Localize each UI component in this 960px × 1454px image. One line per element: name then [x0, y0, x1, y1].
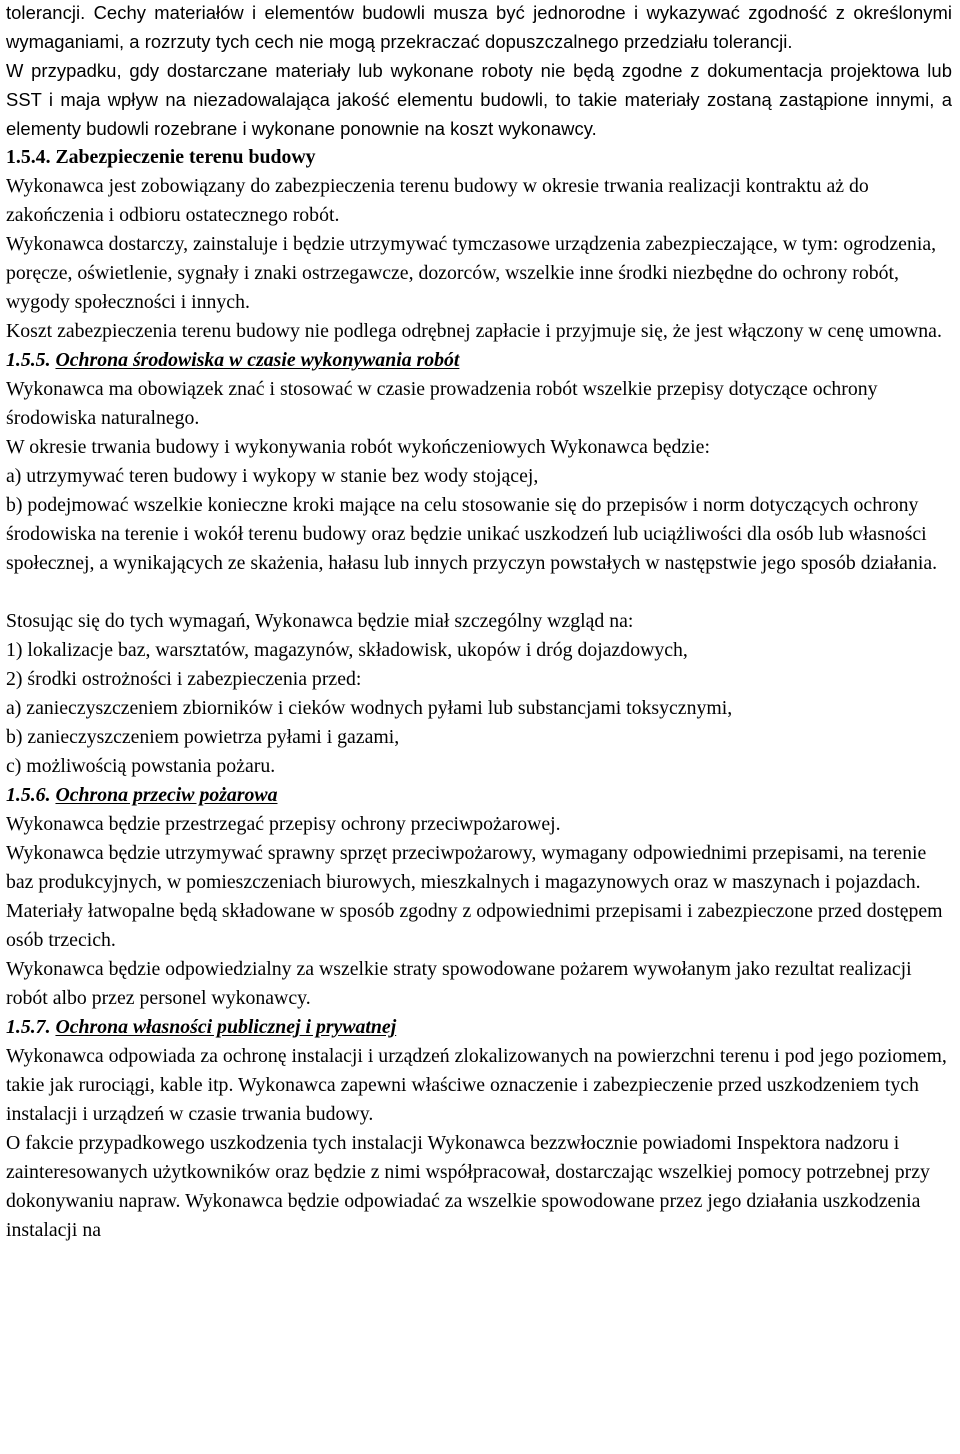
paragraph-fire-regulations: Wykonawca będzie przestrzegać przepisy ochrony przeciwpożarowej. [6, 813, 561, 835]
paragraph-works-period-intro: W okresie trwania budowy i wykonywania robót wykończeniowych Wykonawca będzie: [6, 436, 710, 458]
list-item-b-environment-steps: b) podejmować wszelkie konieczne kroki mające na celu stosowanie się do przepisów i norm dotyczących ochrony środowiska na terenie i wokół terenu budowy oraz będzie unikać uszkodzeń lub uciążliwości dla osób lub własności społecznej, a wynikających ze skażenia, hałasu lub innych przyczyn powstałych w następstwie jego sposób działania. [6, 494, 938, 574]
section-title: Ochrona środowiska w czasie wykonywania robót [55, 349, 460, 371]
paragraph-fire-liability: Wykonawca będzie odpowiedzialny za wszelkie straty spowodowane pożarem wywołanym jako rezultat realizacji robót albo przez personel wykonawcy. [6, 958, 912, 1009]
section-number: 1.5.6. [6, 784, 51, 806]
paragraph-environment-duty: Wykonawca ma obowiązek znać i stosować w czasie prowadzenia robót wszelkie przepisy dotyczące ochrony środowiska naturalnego. [6, 378, 878, 429]
paragraph-fire-equipment: Wykonawca będzie utrzymywać sprawny sprzęt przeciwpożarowy, wymagany odpowiednimi przepisami, na terenie baz produkcyjnych, w pomieszczeniach biurowych, mieszkalnych i magazynowych oraz w maszynach i pojazdach. [6, 842, 927, 893]
paragraph-special-regard-intro: Stosując się do tych wymagań, Wykonawca będzie miał szczególny wzgląd na: [6, 610, 634, 632]
section-heading-1-5-7 [6, 1013, 952, 1042]
paragraph-security-cost: Koszt zabezpieczenia terenu budowy nie podlega odrębnej zapłacie i przyjmuje się, że jest włączony w cenę umowna. [6, 320, 942, 342]
paragraph-tolerance: tolerancji. Cechy materiałów i elementów budowli musza być jednorodne i wykazywać zgodność z określonymi wymaganiami, a rozrzuty tych cech nie mogą przekraczać dopuszczalnego przedziału tolerancji. [6, 2, 952, 52]
list-item-b-air-pollution: b) zanieczyszczeniem powietrza pyłami i gazami, [6, 726, 400, 748]
paragraph-damage-notification: O fakcie przypadkowego uszkodzenia tych instalacji Wykonawca bezzwłocznie powiadomi Inspektora nadzoru i zainteresowanych użytkowników oraz będzie z nimi współpracował, dostarczając wszelkiej pomocy potrzebnej przy dokonywaniu napraw. Wykonawca będzie odpowiadać za wszelkie spowodowane przez jego działania uszkodzenia instalacji na [6, 1132, 930, 1241]
blank-line [6, 578, 952, 607]
document-page [6, 0, 952, 1245]
paragraph-site-security-duty: Wykonawca jest zobowiązany do zabezpieczenia terenu budowy w okresie trwania realizacji kontraktu aż do zakończenia i odbioru ostatecznego robót. [6, 175, 869, 226]
section-number: 1.5.7. [6, 1016, 51, 1038]
paragraph-flammable-storage: Materiały łatwopalne będą składowane w sposób zgodny z odpowiednimi przepisami i zabezpieczone przed dostępem osób trzecich. [6, 900, 943, 951]
list-item-a-water-pollution: a) zanieczyszczeniem zbiorników i cieków wodnych pyłami lub substancjami toksycznymi, [6, 697, 733, 719]
list-item-1-locations: 1) lokalizacje baz, warsztatów, magazynów, składowisk, ukopów i dróg dojazdowych, [6, 639, 688, 661]
section-number: 1.5.4. [6, 146, 51, 168]
section-heading-1-5-6 [6, 781, 952, 810]
section-title: Zabezpieczenie terenu budowy [55, 146, 316, 168]
paragraph-utilities-protection: Wykonawca odpowiada za ochronę instalacji i urządzeń zlokalizowanych na powierzchni terenu i pod jego poziomem, takie jak rurociągi, kable itp. Wykonawca zapewni właściwe oznaczenie i zabezpieczenie przed uszkodzeniem tych instalacji i urządzeń w czasie trwania budowy. [6, 1045, 947, 1125]
list-item-c-fire-risk: c) możliwością powstania pożaru. [6, 755, 276, 777]
section-title: Ochrona przeciw pożarowa [55, 784, 278, 806]
section-title: Ochrona własności publicznej i prywatnej [55, 1016, 397, 1038]
paragraph-temporary-safety-devices: Wykonawca dostarczy, zainstaluje i będzie utrzymywać tymczasowe urządzenia zabezpieczające, w tym: ogrodzenia, poręcze, oświetlenie, sygnały i znaki ostrzegawcze, dozorców, wszelkie inne środki niezbędne do ochrony robót, wygody społeczności i innych. [6, 233, 937, 313]
list-item-2-precautions: 2) środki ostrożności i zabezpieczenia przed: [6, 668, 362, 690]
list-item-a-dry-site: a) utrzymywać teren budowy i wykopy w stanie bez wody stojącej, [6, 465, 539, 487]
section-heading-1-5-4 [6, 143, 952, 172]
paragraph-nonconforming-materials: W przypadku, gdy dostarczane materiały lub wykonane roboty nie będą zgodne z dokumentacja projektowa lub SST i maja wpływ na niezadowalająca jakość elementu budowli, to takie materiały zostaną zastąpione innymi, a elementy budowli rozebrane i wykonane ponownie na koszt wykonawcy. [6, 60, 952, 139]
section-heading-1-5-5 [6, 346, 952, 375]
section-number: 1.5.5. [6, 349, 51, 371]
